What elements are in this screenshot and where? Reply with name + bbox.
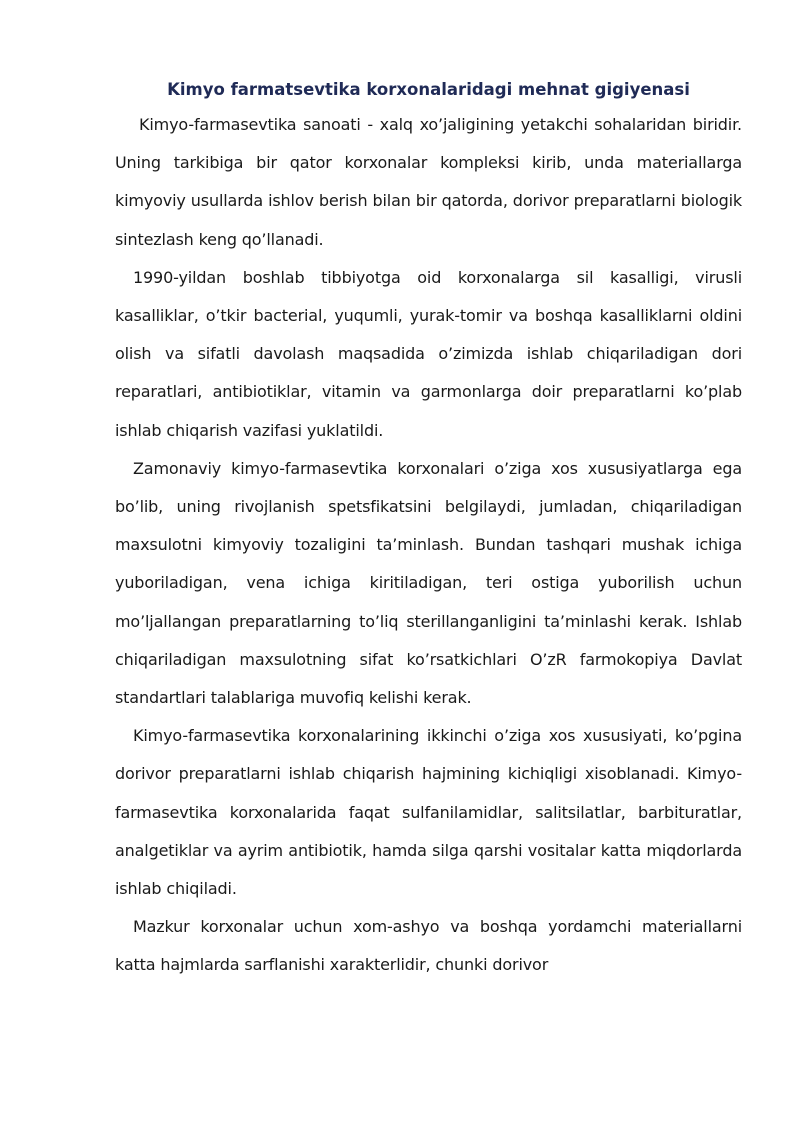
paragraph-4: Kimyo-farmasevtika korxonalarining ikkinchi o’ziga xos xususiyati, ko’pgina dorivor preparatlarni ishlab chiqarish hajmining kichiqligi xisoblanadi. Kimyo-farmasevtika korxonalarida faqat sulfanilamidlar, salitsilatlar, barbituratlar, analgetiklar va ayrim antibiotik, hamda silga qarshi vositalar katta miqdorlarda ishlab chiqiladi. (115, 726, 742, 899)
paragraph-2: 1990-yildan boshlab tibbiyotga oid korxonalarga sil kasalligi, virusli kasalliklar, o’tkir bacterial, yuqumli, yurak-tomir va boshqa kasalliklarni oldini olish va sifatli davolash maqsadida o’zimizda ishlab chiqariladigan dori reparatlari, antibiotiklar, vitamin va garmonlarga doir preparatlarni ko’plab ishlab chiqarish vazifasi yuklatildi. (115, 267, 742, 440)
document-title: Kimyo farmatsevtika korxonalaridagi mehnat gigiyenasi (167, 80, 690, 99)
document-page (115, 75, 742, 985)
paragraph-1: Kimyo-farmasevtika sanoati - xalq xo’jaligining yetakchi sohalaridan biridir. Uning tarkibiga bir qator korxonalar kompleksi kirib, unda materiallarga kimyoviy usullarda ishlov berish bilan bir qatorda, dorivor preparatlarni biologik sintezlash keng qo’llanadi. (115, 115, 742, 249)
paragraph-5: Mazkur korxonalar uchun xom-ashyo va boshqa yordamchi materiallarni katta hajmlarda sarflanishi xarakterlidir, chunki dorivor (115, 917, 742, 975)
paragraph-3: Zamonaviy kimyo-farmasevtika korxonalari o’ziga xos xususiyatlarga ega bo’lib, uning rivojlanish spetsfikatsini belgilaydi, jumladan, chiqariladigan maxsulotni kimyoviy tozaligini ta’minlash. Bundan tashqari mushak ichiga yuboriladigan, vena ichiga kiritiladigan, teri ostiga yuborilish uchun mo’ljallangan preparatlarning to’liq sterillanganligini ta’minlashi kerak. Ishlab chiqariladigan maxsulotning sifat ko’rsatkichlari O’zR farmokopiya Davlat standartlari talablariga muvofiq kelishi kerak. (115, 458, 742, 708)
